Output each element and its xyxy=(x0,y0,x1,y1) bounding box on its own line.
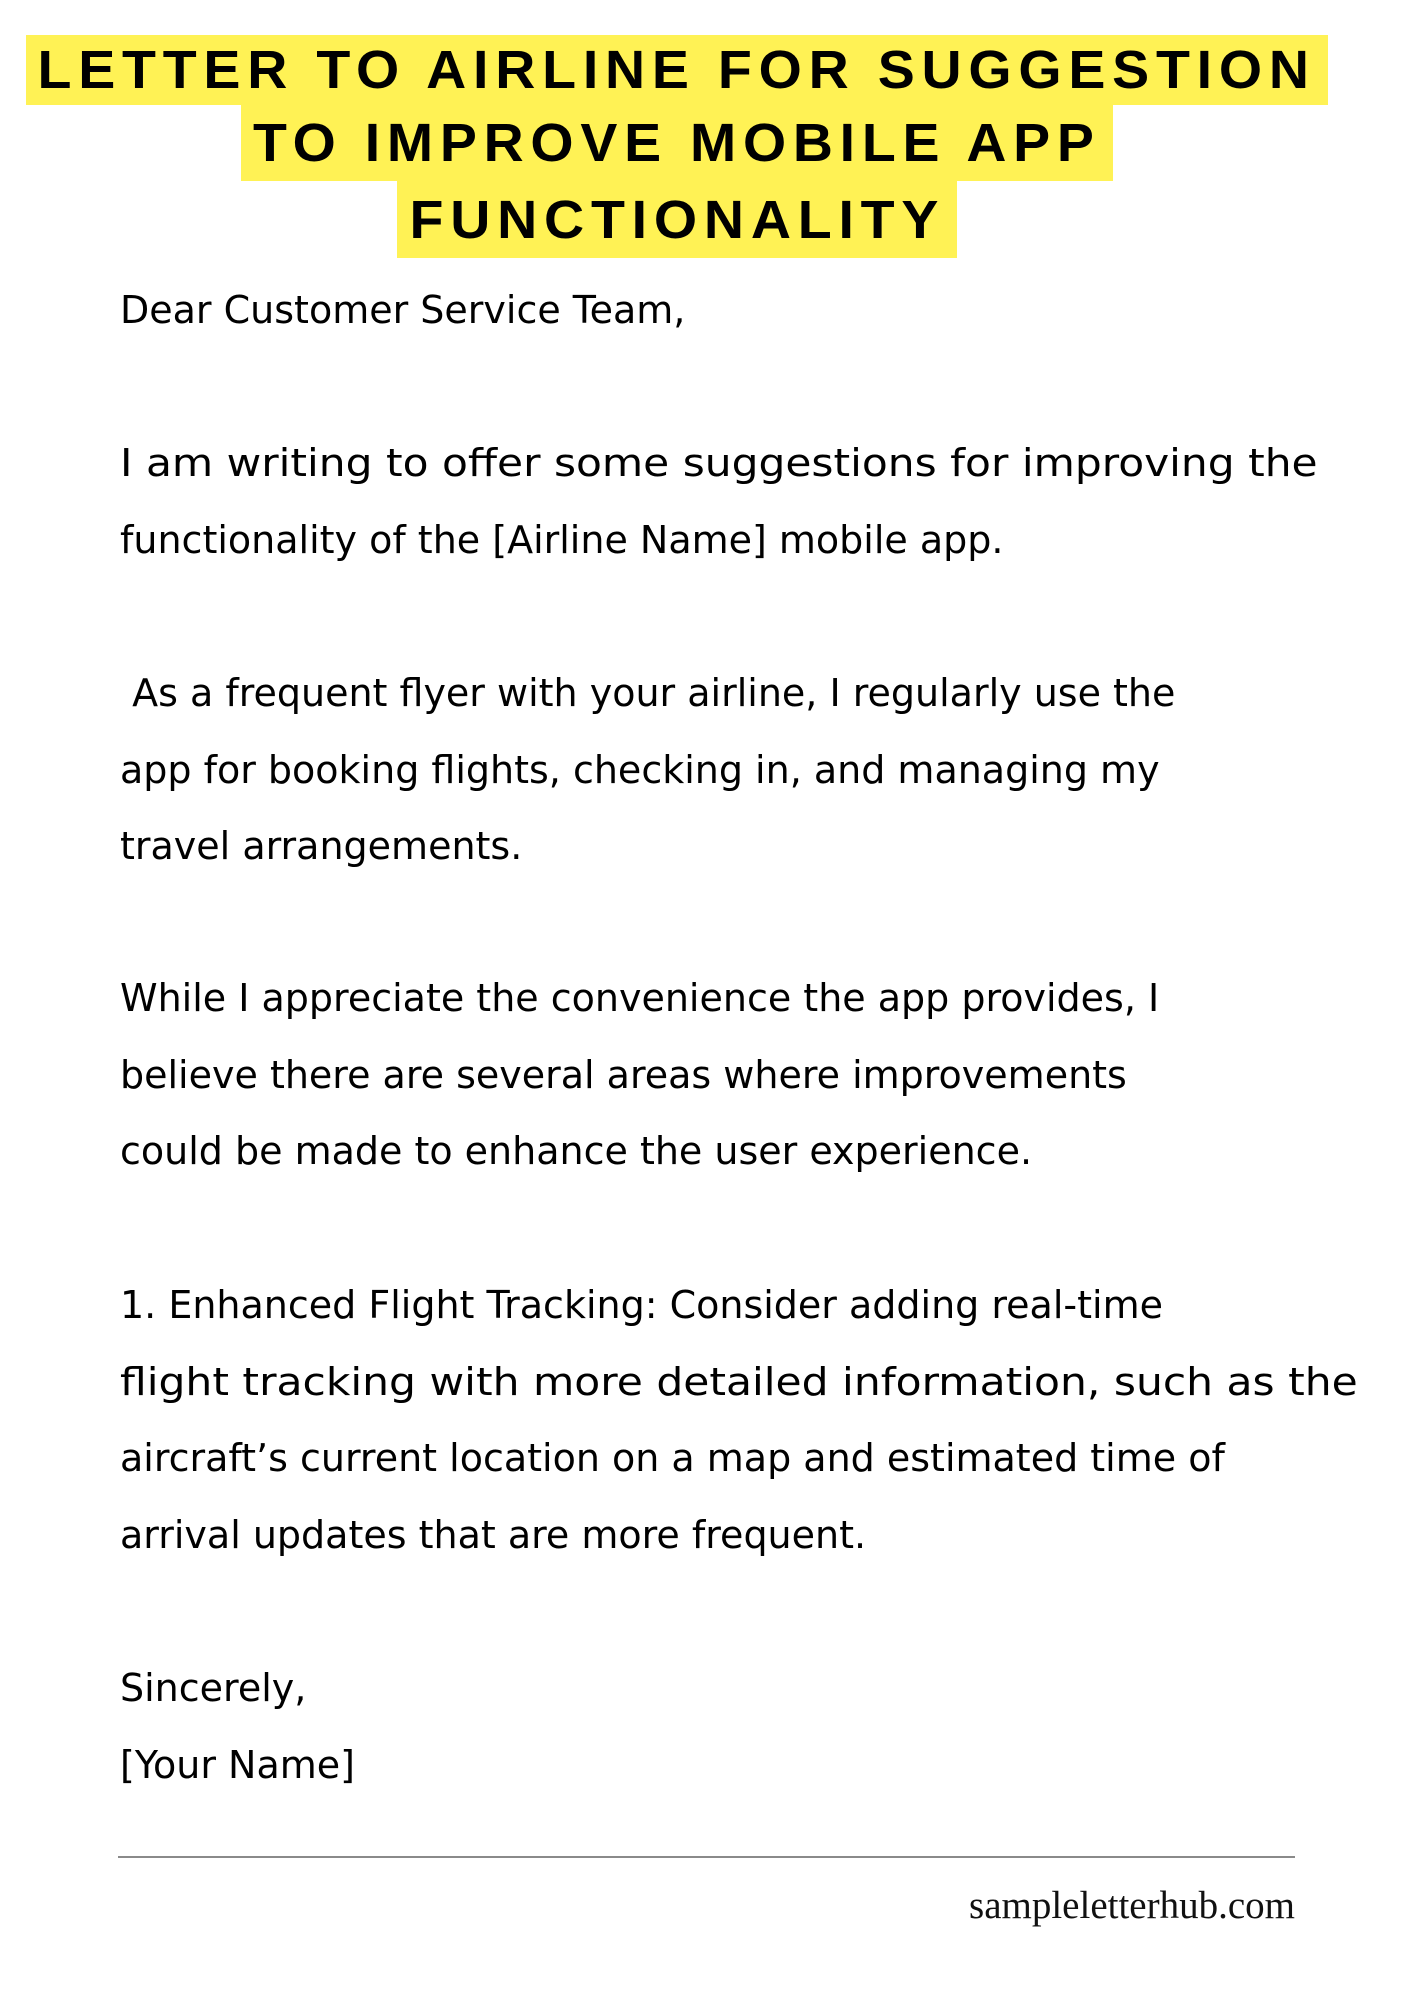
paragraph-line: As a frequent flyer with your airline, I regularly use the xyxy=(120,671,1176,715)
paragraph-line: could be made to enhance the user experience. xyxy=(120,1129,1033,1173)
salutation: Dear Customer Service Team, xyxy=(120,288,686,332)
paragraph-line: aircraft’s current location on a map and estimated time of xyxy=(120,1436,1225,1480)
footer-site-link[interactable]: sampleletterhub.com xyxy=(969,1884,1295,1927)
paragraph-line: travel arrangements. xyxy=(120,824,523,868)
paragraph-line: 1. Enhanced Flight Tracking: Consider adding real-time xyxy=(120,1283,1163,1327)
title-line-1 xyxy=(26,35,1328,105)
footer-divider xyxy=(118,1856,1295,1858)
paragraph-line: functionality of the [Airline Name] mobile app. xyxy=(120,518,1004,562)
title-line-3-text: FUNCTIONALITY xyxy=(409,189,945,250)
paragraph-line: arrival updates that are more frequent. xyxy=(120,1513,867,1557)
paragraph-line: I am writing to offer some suggestions for improving the xyxy=(120,441,1318,485)
paragraph-line: While I appreciate the convenience the app provides, I xyxy=(120,976,1160,1020)
title-line-3 xyxy=(397,181,957,258)
paragraph-line: flight tracking with more detailed information, such as the xyxy=(120,1360,1358,1404)
closing: Sincerely, xyxy=(120,1666,307,1710)
signature: [Your Name] xyxy=(120,1743,355,1787)
paragraph-line: believe there are several areas where improvements xyxy=(120,1053,1127,1097)
title-line-2-text: TO IMPROVE MOBILE APP xyxy=(253,113,1101,173)
paragraph-line: app for booking flights, checking in, and managing my xyxy=(120,748,1160,792)
title-line-2 xyxy=(241,105,1113,181)
title-line-1-text: LETTER TO AIRLINE FOR SUGGESTION xyxy=(37,40,1317,100)
